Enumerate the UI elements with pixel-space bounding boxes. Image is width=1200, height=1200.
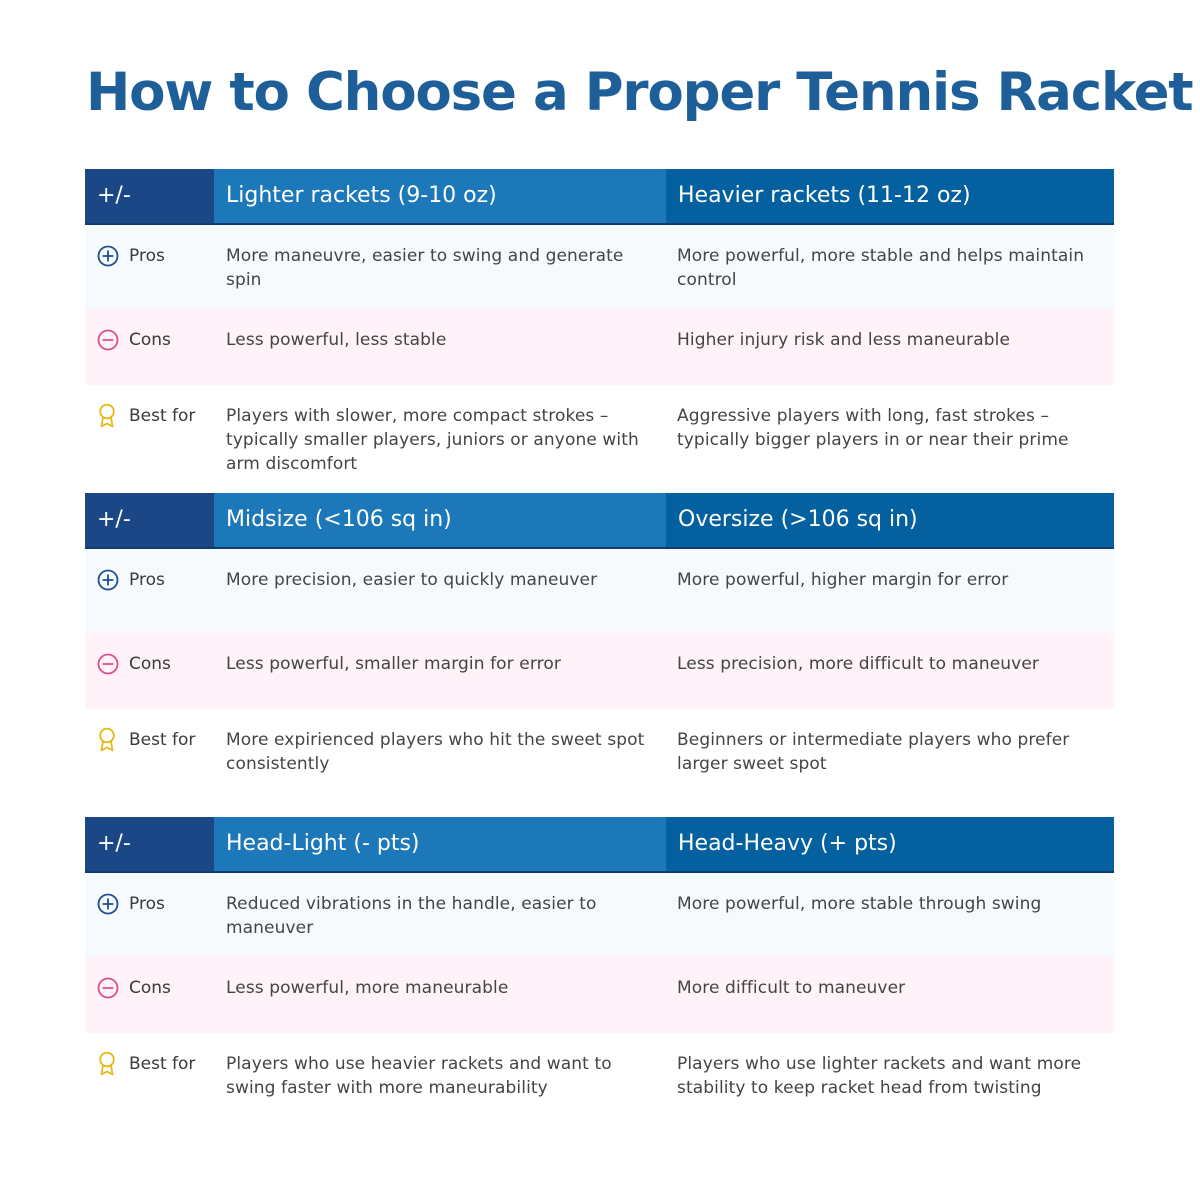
cell-cons-b: Higher injury risk and less maneurable bbox=[677, 330, 1011, 350]
label-text: Best for bbox=[129, 730, 196, 750]
cell-best-b: Players who use lighter rackets and want more stability to keep racket head from twisting bbox=[677, 1054, 1082, 1098]
table-header bbox=[85, 493, 1114, 549]
cell-best-a: Players who use heavier rackets and want to swing faster with more maneurability bbox=[226, 1054, 612, 1098]
cell-pros-a: More precision, easier to quickly maneuver bbox=[226, 570, 598, 590]
table-row-cons bbox=[85, 633, 1114, 709]
plus-circle-icon bbox=[97, 244, 119, 268]
cell-best-a: Players with slower, more compact strokes – typically smaller players, juniors or anyone with arm discomfort bbox=[226, 406, 639, 474]
cell-best-a: More expirienced players who hit the sweet spot consistently bbox=[226, 730, 645, 774]
label-text: Cons bbox=[129, 654, 171, 674]
row-label-cons bbox=[85, 957, 226, 1033]
header-column-a: Midsize (<106 sq in) bbox=[214, 493, 666, 547]
minus-circle-icon bbox=[97, 976, 119, 1000]
cell-best-b: Aggressive players with long, fast strokes – typically bigger players in or near their prime bbox=[677, 406, 1069, 450]
row-label-cons bbox=[85, 633, 226, 709]
label-text: Pros bbox=[129, 570, 165, 590]
cell-cons-b: Less precision, more difficult to maneuver bbox=[677, 654, 1039, 674]
table-row-cons bbox=[85, 309, 1114, 385]
cell-cons-b: More difficult to maneuver bbox=[677, 978, 906, 998]
minus-circle-icon bbox=[97, 652, 119, 676]
comparison-table-weight bbox=[85, 169, 1114, 495]
row-label-pros bbox=[85, 873, 226, 957]
page-title: How to Choose a Proper Tennis Racket bbox=[86, 62, 1193, 123]
table-row-best-for bbox=[85, 1033, 1114, 1143]
table-row-cons bbox=[85, 957, 1114, 1033]
award-ribbon-icon bbox=[97, 728, 119, 752]
cell-cons-a: Less powerful, less stable bbox=[226, 330, 447, 350]
label-text: Cons bbox=[129, 978, 171, 998]
label-text: Pros bbox=[129, 246, 165, 266]
table-row-best-for bbox=[85, 709, 1114, 819]
row-label-best-for bbox=[85, 385, 226, 495]
minus-circle-icon bbox=[97, 328, 119, 352]
comparison-table-balance bbox=[85, 817, 1114, 1143]
plus-circle-icon bbox=[97, 892, 119, 916]
header-plus-minus: +/- bbox=[85, 169, 214, 223]
table-header bbox=[85, 817, 1114, 873]
cell-pros-b: More powerful, more stable through swing bbox=[677, 894, 1042, 914]
table-row-pros bbox=[85, 873, 1114, 957]
row-label-pros bbox=[85, 549, 226, 633]
table-row-best-for bbox=[85, 385, 1114, 495]
label-text: Cons bbox=[129, 330, 171, 350]
row-label-best-for bbox=[85, 1033, 226, 1143]
table-row-pros bbox=[85, 225, 1114, 309]
header-plus-minus: +/- bbox=[85, 493, 214, 547]
award-ribbon-icon bbox=[97, 1052, 119, 1076]
row-label-pros bbox=[85, 225, 226, 309]
cell-best-b: Beginners or intermediate players who prefer larger sweet spot bbox=[677, 730, 1070, 774]
cell-pros-b: More powerful, higher margin for error bbox=[677, 570, 1009, 590]
cell-cons-a: Less powerful, smaller margin for error bbox=[226, 654, 561, 674]
header-column-b: Oversize (>106 sq in) bbox=[666, 493, 1114, 547]
header-column-b: Heavier rackets (11-12 oz) bbox=[666, 169, 1114, 223]
label-text: Best for bbox=[129, 1054, 196, 1074]
header-column-b: Head-Heavy (+ pts) bbox=[666, 817, 1114, 871]
header-column-a: Head-Light (- pts) bbox=[214, 817, 666, 871]
cell-cons-a: Less powerful, more maneurable bbox=[226, 978, 509, 998]
label-text: Pros bbox=[129, 894, 165, 914]
row-label-best-for bbox=[85, 709, 226, 819]
award-ribbon-icon bbox=[97, 404, 119, 428]
plus-circle-icon bbox=[97, 568, 119, 592]
label-text: Best for bbox=[129, 406, 196, 426]
table-row-pros bbox=[85, 549, 1114, 633]
header-column-a: Lighter rackets (9-10 oz) bbox=[214, 169, 666, 223]
comparison-table-head-size bbox=[85, 493, 1114, 819]
cell-pros-b: More powerful, more stable and helps maintain control bbox=[677, 246, 1085, 290]
header-plus-minus: +/- bbox=[85, 817, 214, 871]
cell-pros-a: Reduced vibrations in the handle, easier to maneuver bbox=[226, 894, 597, 938]
row-label-cons bbox=[85, 309, 226, 385]
table-header bbox=[85, 169, 1114, 225]
cell-pros-a: More maneuvre, easier to swing and generate spin bbox=[226, 246, 624, 290]
